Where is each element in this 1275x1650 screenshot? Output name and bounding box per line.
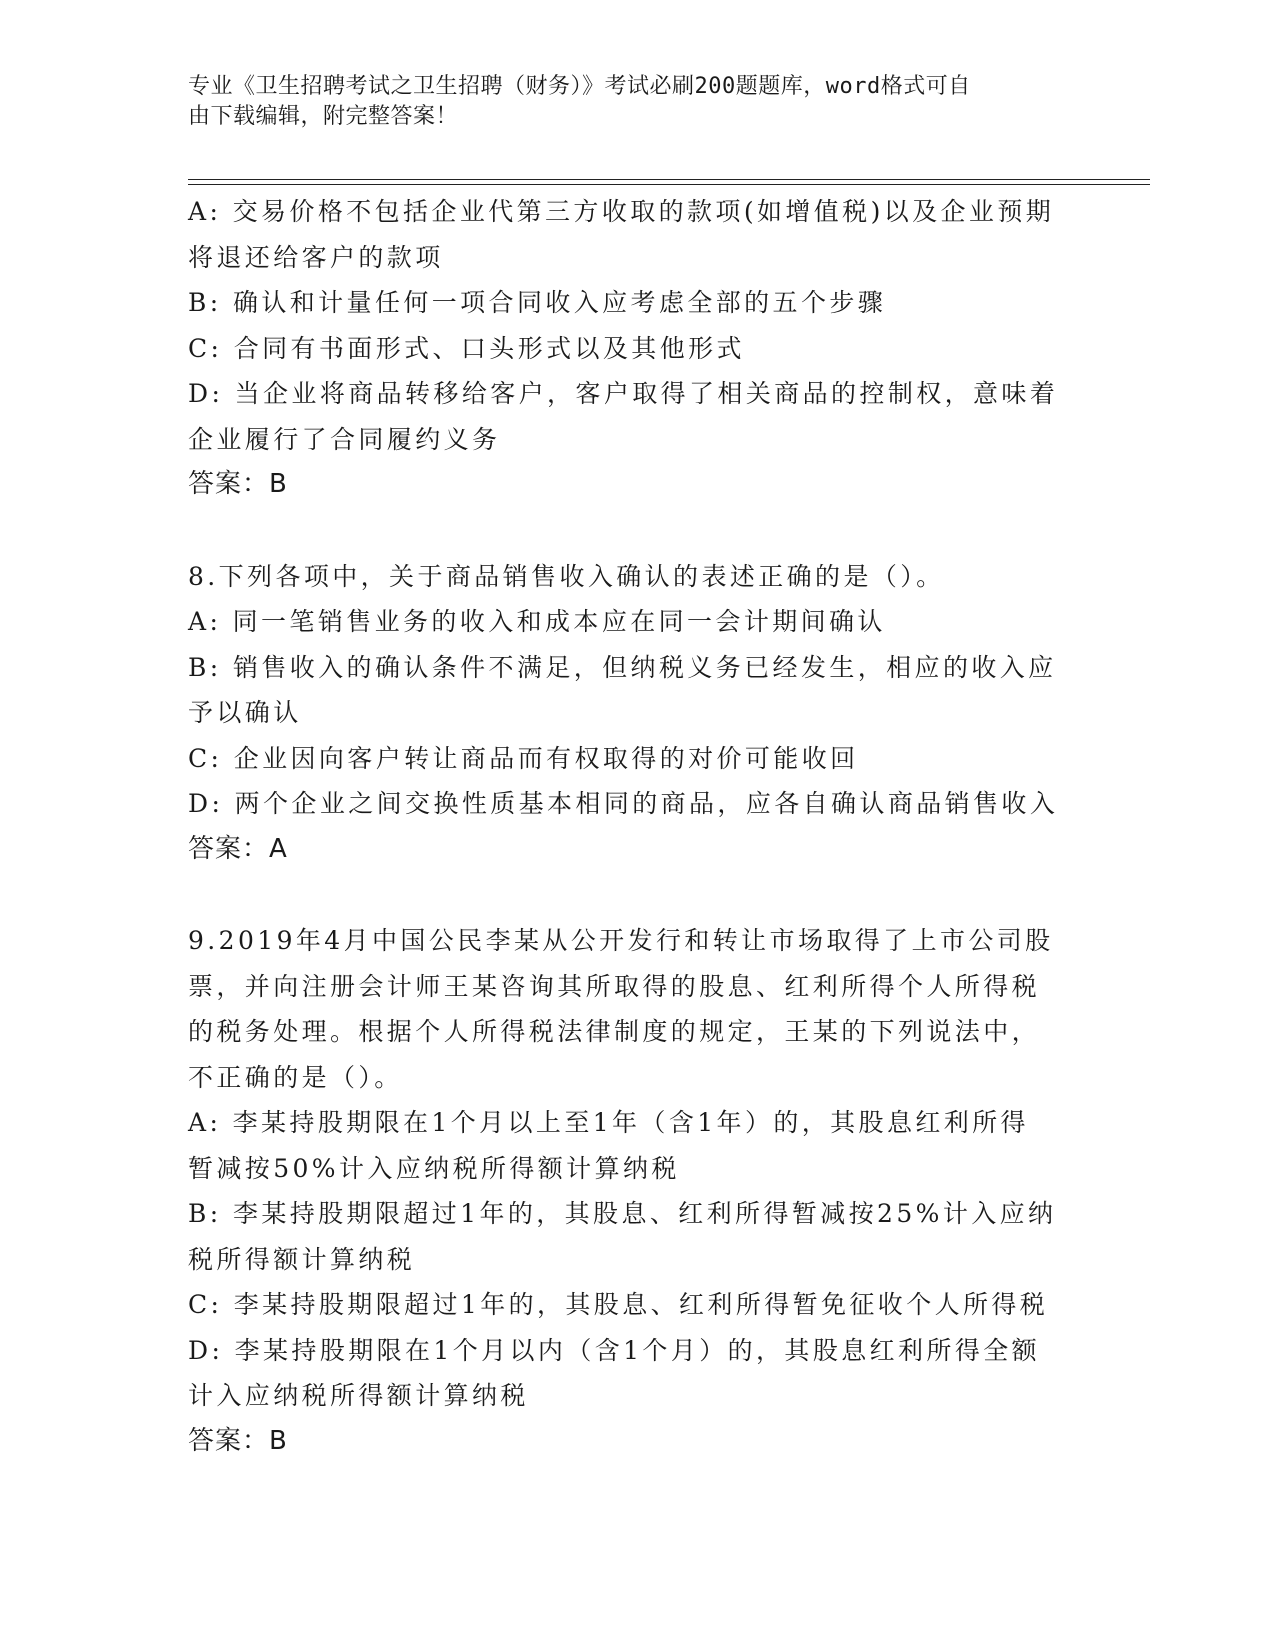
option-a: A: 同一笔销售业务的收入和成本应在同一会计期间确认 [188, 607, 886, 636]
question-content [188, 189, 1088, 1464]
question-9 [188, 918, 1088, 1464]
option-d: D: 两个企业之间交换性质基本相同的商品，应各自确认商品销售收入 [188, 789, 1059, 818]
header-divider-bottom [188, 184, 1150, 185]
option-c: C: 企业因向客户转让商品而有权取得的对价可能收回 [188, 743, 859, 773]
option-d-line-2: 计入应纳税所得额计算纳税 [188, 1381, 529, 1410]
header-line-2: 由下载编辑，附完整答案！ [188, 104, 459, 129]
option-a-line-1: A: 交易价格不包括企业代第三方收取的款项(如增值税)以及企业预期 [188, 197, 1055, 226]
option-a-line-1: A: 李某持股期限在1个月以上至1年（含1年）的，其股息红利所得 [188, 1108, 1029, 1137]
option-b: B: 确认和计量任何一项合同收入应考虑全部的五个步骤 [188, 288, 887, 317]
spacer [188, 872, 1088, 918]
option-b-line-1: B: 销售收入的确认条件不满足，但纳税义务已经发生，相应的收入应 [188, 652, 1057, 682]
answer-label: 答案：A [188, 833, 288, 864]
question-stem: 8.下列各项中，关于商品销售收入确认的表述正确的是（）。 [188, 561, 945, 591]
option-c: C: 合同有书面形式、口头形式以及其他形式 [188, 333, 745, 363]
option-b-line-2: 予以确认 [188, 698, 302, 727]
question-stem-line-2: 票，并向注册会计师王某咨询其所取得的股息、红利所得个人所得税 [188, 971, 1041, 1001]
question-stem-line-3: 的税务处理。根据个人所得税法律制度的规定，王某的下列说法中， [188, 1017, 1041, 1046]
option-c: C: 李某持股期限超过1年的，其股息、红利所得暂免征收个人所得税 [188, 1290, 1049, 1319]
question-7 [188, 189, 1088, 508]
page-header [188, 72, 1068, 132]
header-line-1: 专业《卫生招聘考试之卫生招聘（财务）》考试必刷200题题库，word格式可自 [188, 74, 971, 99]
question-8 [188, 554, 1088, 873]
answer-label: 答案：B [188, 1425, 288, 1456]
spacer [188, 508, 1088, 554]
option-d-line-2: 企业履行了合同履约义务 [188, 424, 501, 454]
option-d-line-1: D: 李某持股期限在1个月以内（含1个月）的，其股息红利所得全额 [188, 1335, 1041, 1365]
question-stem-line-4: 不正确的是（）。 [188, 1062, 403, 1092]
option-a-line-2: 暂减按50%计入应纳税所得额计算纳税 [188, 1153, 680, 1183]
answer-label: 答案：B [188, 469, 288, 499]
header-divider-top [188, 179, 1150, 180]
question-stem-line-1: 9.2019年4月中国公民李某从公开发行和转让市场取得了上市公司股 [188, 926, 1054, 955]
option-b-line-2: 税所得额计算纳税 [188, 1244, 416, 1274]
option-a-line-2: 将退还给客户的款项 [188, 242, 444, 272]
option-d-line-1: D: 当企业将商品转移给客户，客户取得了相关商品的控制权，意味着 [188, 379, 1059, 408]
option-b-line-1: B: 李某持股期限超过1年的，其股息、红利所得暂减按25%计入应纳 [188, 1199, 1057, 1228]
